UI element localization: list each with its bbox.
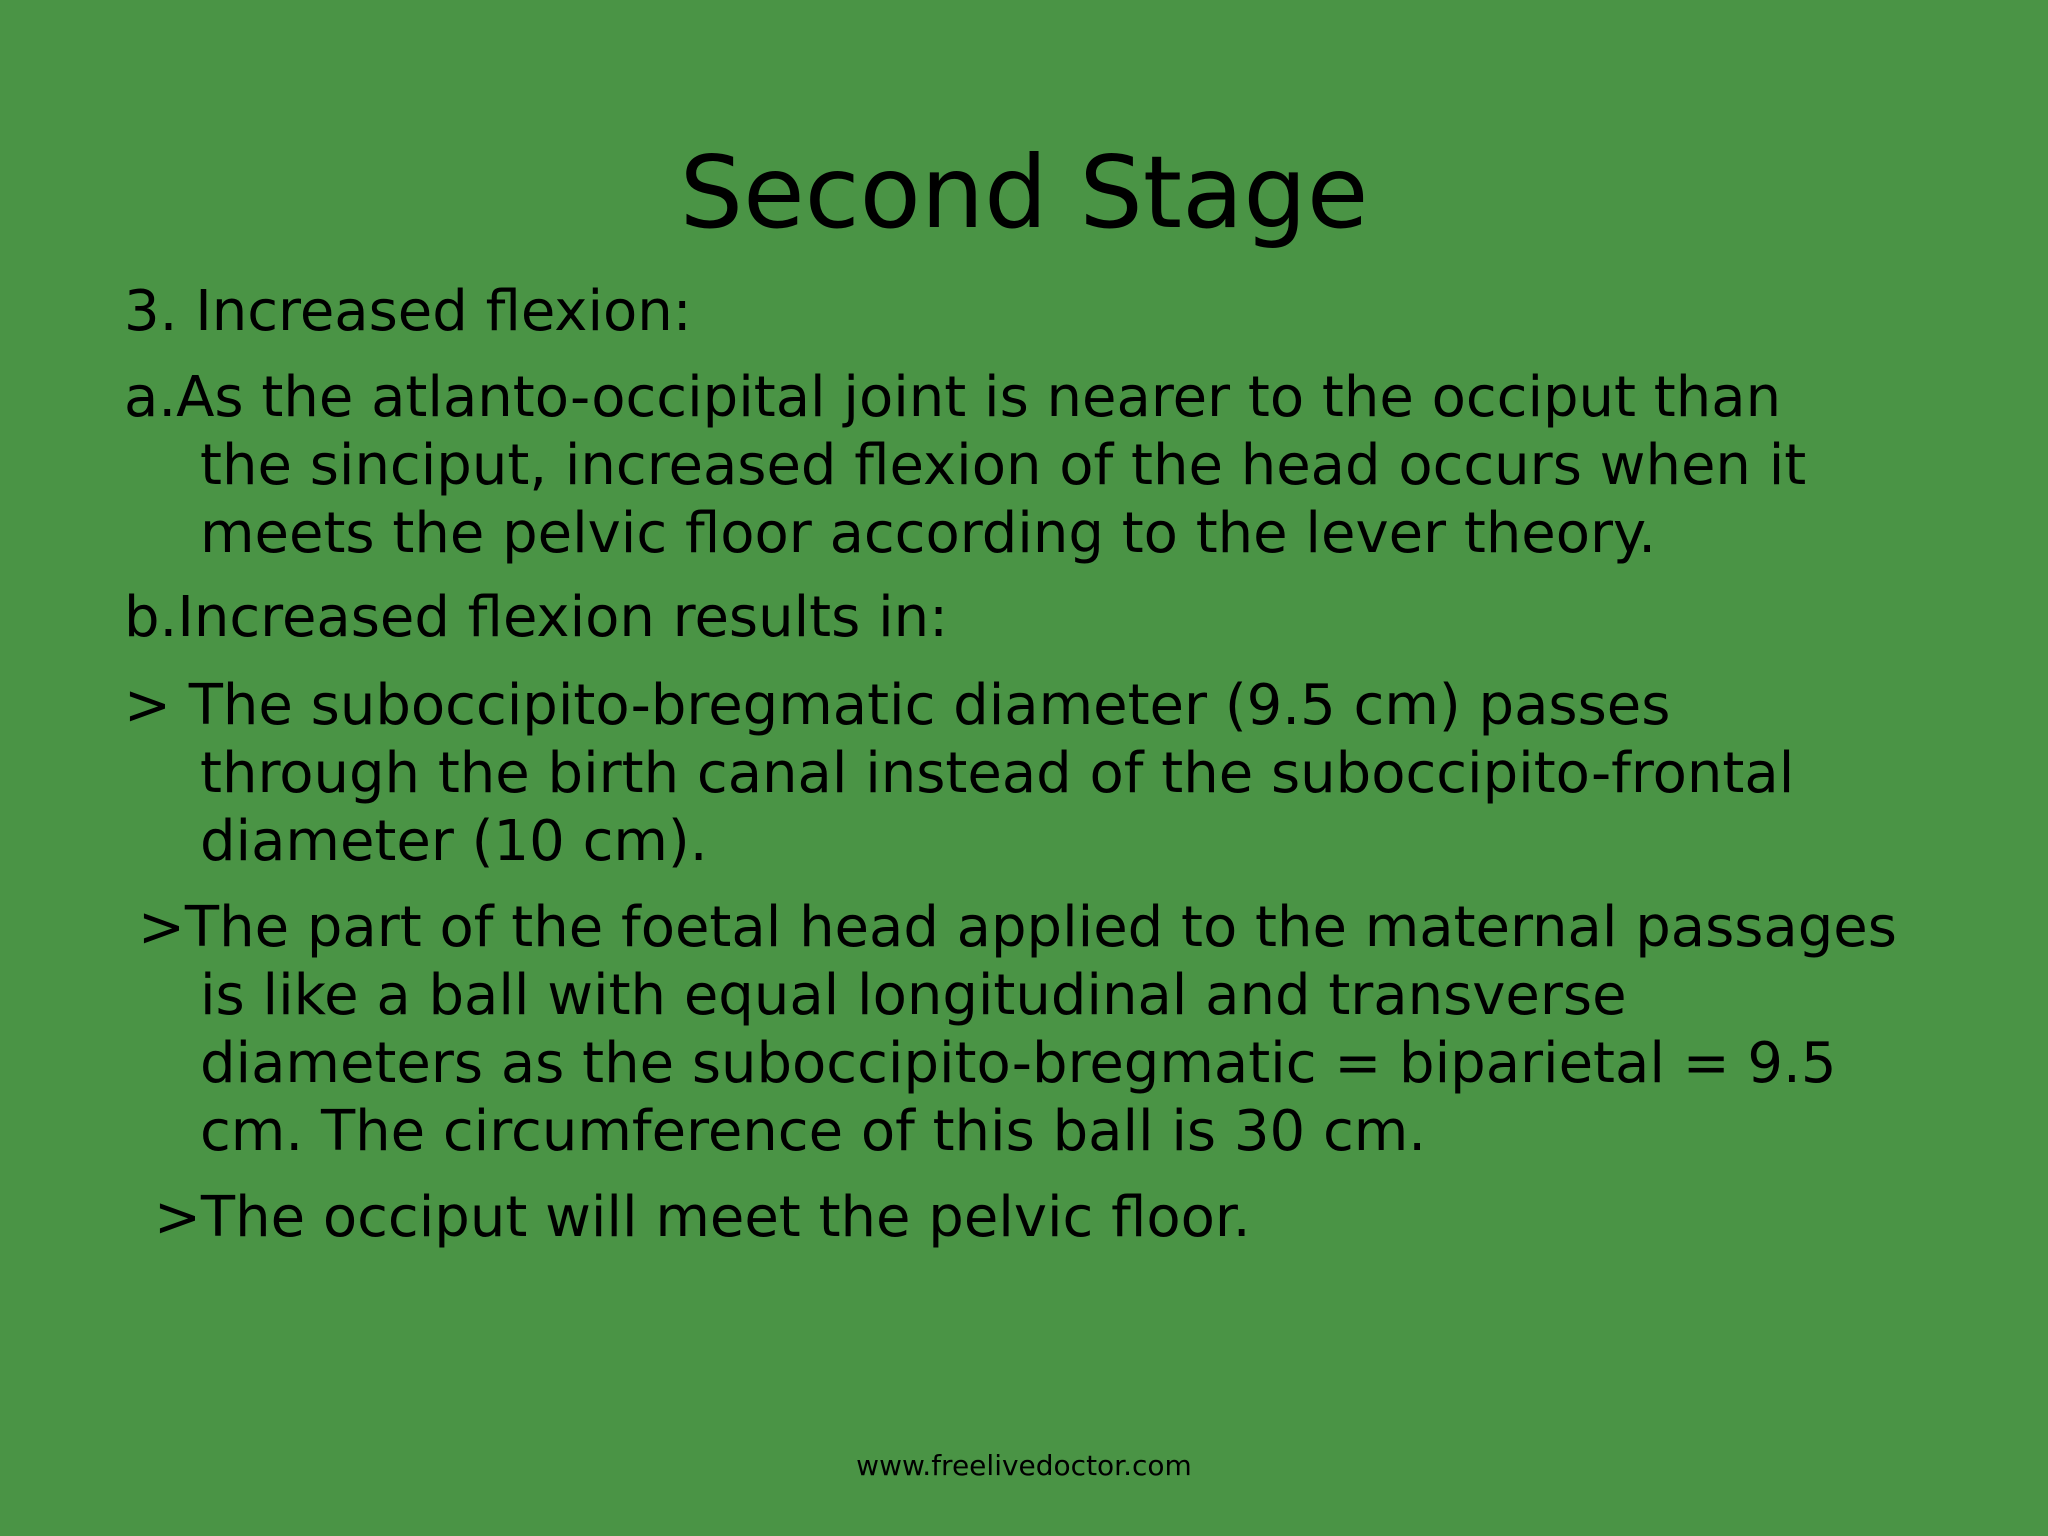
point-a-line-2: the sinciput, increased flexion of the head occurs when it [200,433,1807,498]
bullet-1 [124,672,1794,876]
bullet-1-line-1: > The suboccipito-bregmatic diameter (9.5 cm) passes [124,673,1671,738]
heading-increased-flexion [124,278,692,346]
bullet-2-line-3: diameters as the suboccipito-bregmatic = biparietal = 9.5 [200,1031,1837,1096]
bullet-2-line-2: is like a ball with equal longitudinal and transverse [200,963,1627,1028]
bullet-2 [138,894,1897,1166]
bullet-1-line-3: diameter (10 cm). [200,809,708,874]
slide-title: Second Stage [679,134,1369,251]
point-b [124,584,948,652]
bullet-2-line-4: cm. The circumference of this ball is 30 cm. [200,1099,1427,1164]
point-a-line-3: meets the pelvic floor according to the lever theory. [200,501,1656,566]
footer-website: www.freelivedoctor.com [856,1449,1192,1482]
point-a [124,364,1806,568]
bullet-1-line-2: through the birth canal instead of the suboccipito-frontal [200,741,1795,806]
bullet-3-line-1: >The occiput will meet the pelvic floor. [154,1185,1251,1250]
point-b-line-1: b.Increased flexion results in: [124,585,949,650]
bullet-2-line-1: >The part of the foetal head applied to the maternal passages [138,895,1897,960]
heading-line: 3. Increased flexion: [124,279,692,344]
point-a-line-1: a.As the atlanto-occipital joint is nearer to the occiput than [124,365,1782,430]
bullet-3 [154,1184,1251,1252]
